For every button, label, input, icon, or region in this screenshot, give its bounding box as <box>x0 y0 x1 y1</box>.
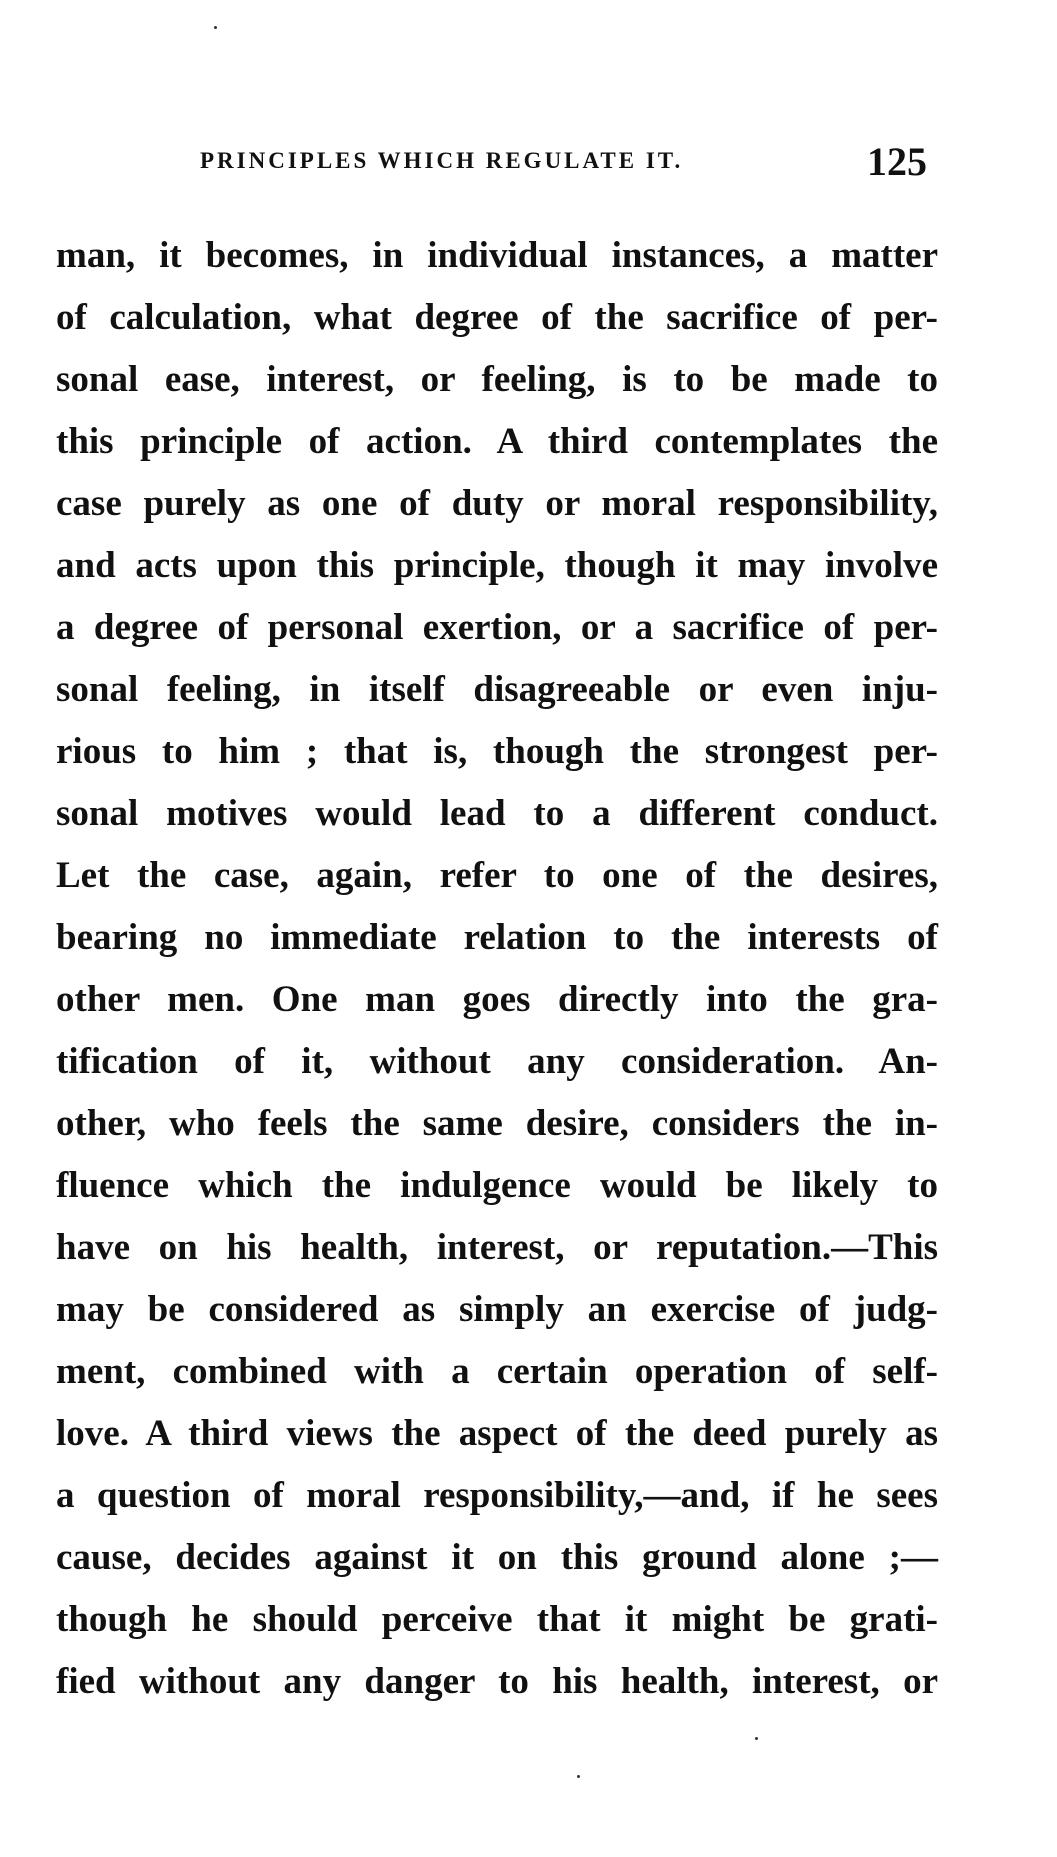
text-line: a question of moral responsibility,—and, if he sees <box>56 1475 938 1516</box>
text-line: may be considered as simply an exercise of judg- <box>56 1289 938 1330</box>
text-line: case purely as one of duty or moral responsibility, <box>56 483 938 524</box>
text-line: sonal feeling, in itself disagreeable or even inju- <box>56 669 938 710</box>
text-line: cause, decides against it on this ground alone ;— <box>56 1537 938 1578</box>
text-line: other, who feels the same desire, considers the in- <box>56 1103 938 1144</box>
text-line: and acts upon this principle, though it may involve <box>56 545 938 586</box>
text-line: this principle of action. A third contemplates the <box>56 421 938 462</box>
text-line: tification of it, without any consideration. An- <box>56 1041 938 1082</box>
text-line: though he should perceive that it might be grati- <box>56 1599 938 1640</box>
page-number: 125 <box>867 139 927 184</box>
text-line: rious to him ; that is, though the strongest per- <box>56 731 938 772</box>
text-line: sonal ease, interest, or feeling, is to be made to <box>56 359 938 400</box>
text-line: Let the case, again, refer to one of the desires, <box>56 855 938 896</box>
text-line: of calculation, what degree of the sacrifice of per- <box>56 297 938 338</box>
text-line: have on his health, interest, or reputation.—This <box>56 1227 938 1268</box>
text-line: sonal motives would lead to a different conduct. <box>56 793 938 834</box>
paper-speck <box>214 26 217 29</box>
text-line: bearing no immediate relation to the interests of <box>56 917 938 958</box>
text-line: fluence which the indulgence would be likely to <box>56 1165 938 1206</box>
paper-speck <box>577 1775 580 1778</box>
text-line: ment, combined with a certain operation of self- <box>56 1351 938 1392</box>
running-head: PRINCIPLES WHICH REGULATE IT. <box>200 148 684 173</box>
text-line: man, it becomes, in individual instances, a matter <box>56 235 938 276</box>
paper-speck <box>755 1737 758 1740</box>
body-text <box>56 225 938 1713</box>
text-line: love. A third views the aspect of the deed purely as <box>56 1413 938 1454</box>
text-line: other men. One man goes directly into the gra- <box>56 979 938 1020</box>
text-line: a degree of personal exertion, or a sacrifice of per- <box>56 607 938 648</box>
text-line: fied without any danger to his health, interest, or <box>56 1661 938 1702</box>
